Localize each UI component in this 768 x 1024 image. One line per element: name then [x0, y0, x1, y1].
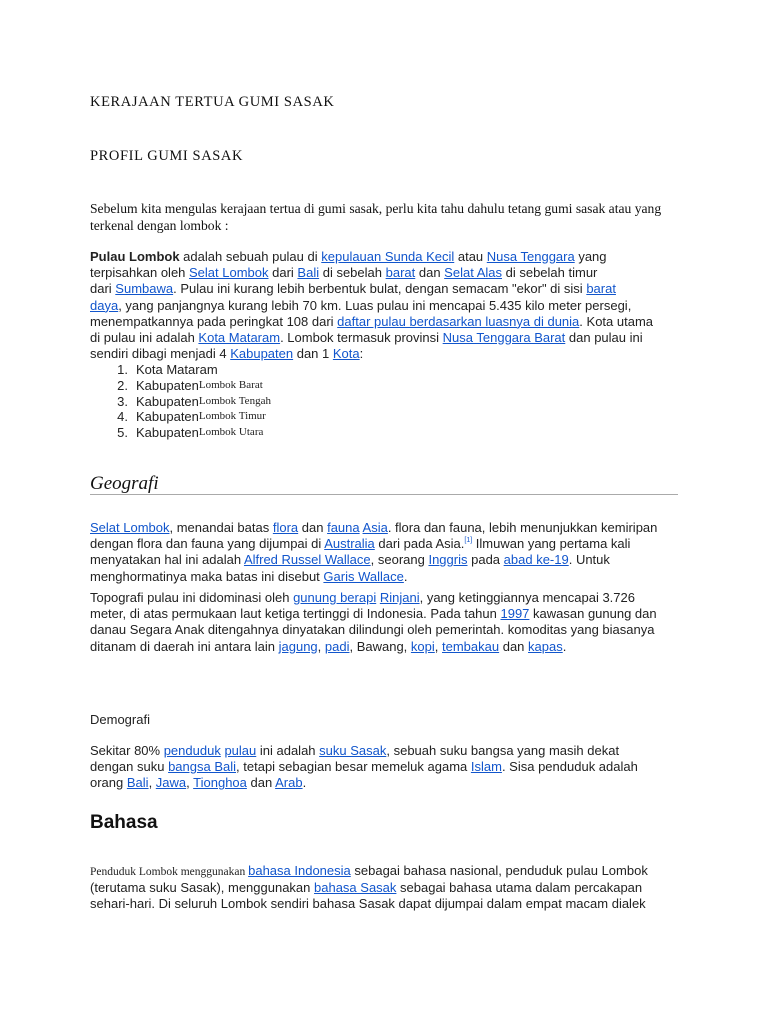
link-nusa-tenggara[interactable]: Nusa Tenggara — [486, 249, 575, 264]
link-arab[interactable]: Arab — [275, 775, 303, 791]
demografi-line: dengan suku bangsa Bali, tetapi sebagian besar memeluk agama Islam. Sisa penduduk adalah — [90, 759, 638, 775]
heading-bahasa: Bahasa — [90, 812, 158, 833]
lombok-line: di pulau ini adalah Kota Mataram. Lombok termasuk provinsi Nusa Tenggara Barat dan pulau ini — [90, 330, 643, 346]
section-title-profil: PROFIL GUMI SASAK — [90, 148, 244, 164]
link-nusa-tenggara-barat[interactable]: Nusa Tenggara Barat — [442, 330, 566, 346]
geografi-line: menghormatinya maka batas ini disebut Garis Wallace. — [90, 568, 408, 584]
geografi-line: danau Segara Anak ditengahnya dinyatakan dilindungi oleh pemerintah. komoditas yang biasanya — [90, 622, 655, 638]
link-asia[interactable]: Asia — [362, 520, 388, 535]
geografi-paragraph-1 — [90, 520, 678, 585]
link-selat-alas[interactable]: Selat Alas — [444, 265, 502, 281]
link-barat[interactable]: barat — [385, 265, 416, 281]
link-abad-ke-19[interactable]: abad ke-19 — [503, 552, 569, 568]
lombok-paragraph — [90, 249, 678, 362]
geografi-paragraph-2 — [90, 590, 678, 655]
link-barat-daya-2[interactable]: daya — [90, 297, 119, 313]
lombok-line: menempatkannya pada peringkat 108 dari daftar pulau berdasarkan luasnya di dunia. Kota utama — [90, 313, 654, 329]
list-item: 4. Kabupaten Lombok Timur — [117, 409, 266, 425]
link-suku-sasak[interactable]: suku Sasak — [319, 743, 387, 758]
list-item: 2. Kabupaten Lombok Barat — [117, 377, 263, 393]
link-kopi[interactable]: kopi — [410, 638, 435, 654]
geografi-line: dengan flora dan fauna yang dijumpai di Australia dari pada Asia.[1] Ilmuwan yang pertama kali — [90, 536, 631, 552]
link-kabupaten[interactable]: Kabupaten — [230, 346, 294, 362]
link-alfred-russel-wallace[interactable]: Alfred Russel Wallace — [243, 552, 371, 568]
bahasa-line: sehari-hari. Di seluruh Lombok sendiri bahasa Sasak dapat dijumpai dalam empat macam dialek — [90, 896, 646, 912]
link-bali[interactable]: Bali — [297, 265, 320, 281]
bahasa-line: Penduduk Lombok menggunakan bahasa Indonesia sebagai bahasa nasional, penduduk pulau Lombok — [90, 863, 648, 878]
demografi-paragraph — [90, 743, 678, 792]
link-selat-lombok-2[interactable]: Selat Lombok — [90, 520, 170, 535]
geografi-line: Selat Lombok, menandai batas flora dan fauna Asia. flora dan fauna, lebih menunjukkan kemiripan — [90, 520, 658, 535]
geografi-line: meter, di atas permukaan laut ketiga tertinggi di Indonesia. Pada tahun 1997 kawasan gunung dan — [90, 606, 657, 622]
link-flora[interactable]: flora — [272, 520, 299, 535]
link-kota[interactable]: Kota — [332, 346, 360, 362]
link-barat-daya[interactable]: barat — [586, 281, 616, 297]
heading-geografi: Geografi — [90, 473, 159, 494]
link-bangsa-bali[interactable]: bangsa Bali — [168, 759, 237, 775]
link-kepulauan-sunda-kecil[interactable]: kepulauan Sunda Kecil — [321, 249, 455, 264]
lombok-line: sendiri dibagi menjadi 4 Kabupaten dan 1 Kota: — [90, 346, 364, 362]
link-jawa[interactable]: Jawa — [155, 775, 187, 791]
link-kota-mataram[interactable]: Kota Mataram — [198, 330, 281, 346]
lombok-line: daya, yang panjangnya kurang lebih 70 km. Luas pulau ini mencapai 5.435 kilo meter persegi, — [90, 297, 632, 313]
bold-term: Pulau Lombok — [90, 249, 180, 264]
intro-paragraph — [90, 200, 678, 234]
heading-demografi: Demografi — [90, 712, 150, 727]
link-pulau[interactable]: pulau — [224, 743, 257, 758]
regions-list — [90, 362, 490, 441]
geografi-line: ditanam di daerah ini antara lain jagung, padi, Bawang, kopi, tembakau dan kapas. — [90, 638, 567, 654]
link-bali-2[interactable]: Bali — [126, 775, 149, 791]
geografi-line: menyatakan hal ini adalah Alfred Russel Wallace, seorang Inggris pada abad ke-19. Untuk — [90, 552, 610, 568]
link-penduduk[interactable]: penduduk — [163, 743, 221, 758]
document-page — [90, 0, 678, 1024]
list-item: 5. Kabupaten Lombok Utara — [117, 425, 264, 441]
link-garis-wallace[interactable]: Garis Wallace — [323, 568, 404, 584]
link-1997[interactable]: 1997 — [500, 606, 530, 622]
link-selat-lombok[interactable]: Selat Lombok — [189, 265, 269, 281]
list-item: 1. Kota Mataram — [117, 362, 218, 377]
lombok-line: terpisahkan oleh Selat Lombok dari Bali di sebelah barat dan Selat Alas di sebelah timur — [90, 265, 598, 281]
intro-line: terkenal dengan lombok : — [90, 218, 229, 233]
link-kapas[interactable]: kapas — [528, 638, 563, 654]
demografi-line: Sekitar 80% penduduk pulau ini adalah suku Sasak, sebuah suku bangsa yang masih dekat — [90, 743, 620, 758]
link-islam[interactable]: Islam — [470, 759, 502, 775]
link-daftar-pulau[interactable]: daftar pulau berdasarkan luasnya di dunia — [337, 313, 580, 329]
link-padi[interactable]: padi — [324, 638, 350, 654]
link-gunung-berapi[interactable]: gunung berapi — [293, 590, 377, 605]
heading-divider — [90, 494, 678, 495]
lombok-line: Pulau Lombok adalah sebuah pulau di kepulauan Sunda Kecil atau Nusa Tenggara yang — [90, 249, 607, 264]
link-bahasa-indonesia[interactable]: bahasa Indonesia — [248, 863, 351, 878]
bahasa-paragraph — [90, 863, 678, 913]
lombok-line: dari Sumbawa. Pulau ini kurang lebih berbentuk bulat, dengan semacam "ekor" di sisi barat — [90, 281, 616, 297]
link-tionghoa[interactable]: Tionghoa — [193, 775, 247, 791]
link-jagung[interactable]: jagung — [278, 638, 318, 654]
demografi-line: orang Bali, Jawa, Tionghoa dan Arab. — [90, 775, 307, 791]
link-bahasa-sasak[interactable]: bahasa Sasak — [314, 880, 397, 896]
link-sumbawa[interactable]: Sumbawa — [115, 281, 174, 297]
bahasa-line: (terutama suku Sasak), menggunakan bahasa Sasak sebagai bahasa utama dalam percakapan — [90, 880, 643, 896]
intro-line: Sebelum kita mengulas kerajaan tertua di gumi sasak, perlu kita tahu dahulu tetang gumi sasak atau yang — [90, 201, 662, 216]
list-item: 3. Kabupaten Lombok Tengah — [117, 393, 271, 409]
link-inggris[interactable]: Inggris — [428, 552, 468, 568]
link-rinjani[interactable]: Rinjani — [379, 590, 420, 605]
link-australia[interactable]: Australia — [324, 536, 375, 552]
link-fauna[interactable]: fauna — [327, 520, 360, 535]
document-title: KERAJAAN TERTUA GUMI SASAK — [90, 94, 335, 110]
geografi-line: Topografi pulau ini didominasi oleh gunung berapi Rinjani, yang ketinggiannya mencapai 3.726 — [90, 590, 635, 605]
link-tembakau[interactable]: tembakau — [442, 638, 500, 654]
footnote-reference[interactable]: [1] — [464, 537, 473, 545]
